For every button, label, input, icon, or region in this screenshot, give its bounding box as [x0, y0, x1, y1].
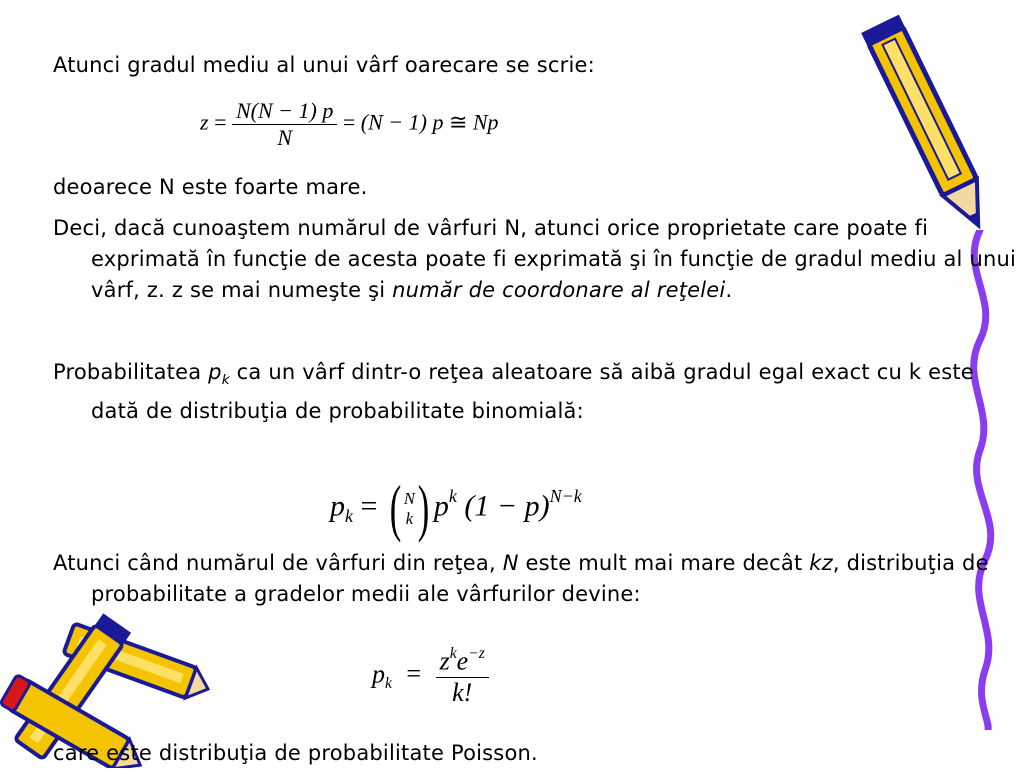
formula-binomial: $p_k$ = ( N k ) $p^k$ $(1 - p)^{N-k}$: [330, 473, 582, 544]
formula-average-degree: z = $\frac{N(N - 1) p}{N}$ = (N − 1) p ≅ Np: [200, 98, 499, 150]
paragraph-poisson-limit: Atunci când numărul de vârfuri din reţea, N este mult mai mare decât kz, distribuţia de probabilitate a gradelor medii ale vârfurilor devine:: [53, 551, 989, 606]
paragraph-intro: Atunci gradul mediu al unui vârf oarecare se scrie:: [53, 53, 595, 77]
paragraph-binomial: Probabilitatea $p_k$ ca un vârf dintr-o reţea aleatoare să aibă gradul egal exact cu k este dată de distribuţia de probabilitate binomială:: [53, 360, 974, 424]
pencil-icon: [860, 4, 1000, 244]
paragraph-poisson: care este distribuţia de probabilitate Poisson.: [53, 741, 538, 765]
paragraph-coordination-number: Deci, dacă cunoaştem numărul de vârfuri N, atunci orice proprietate care poate fi exprimată în funcţie de acesta poate fi exprimată şi în funcţie de gradul mediu al unui vârf, z. z se mai numeşte şi număr de coordonare al reţelei.: [53, 216, 1017, 302]
paragraph-n-large: deoarece N este foarte mare.: [53, 175, 368, 199]
formula-poisson: $p_k$ = $\frac{z^ke^{-z}}{k!}$: [372, 645, 489, 708]
